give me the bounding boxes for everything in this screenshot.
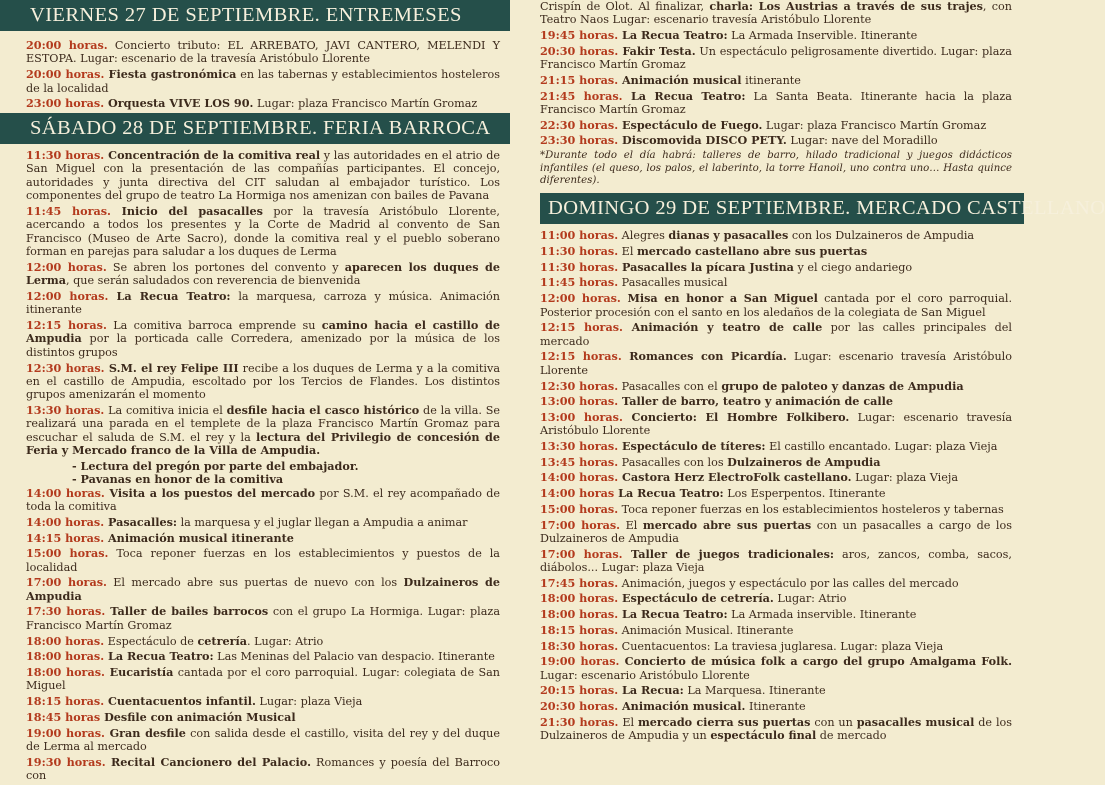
- schedule-entry: [540, 276, 1012, 289]
- schedule-entry: [26, 261, 500, 288]
- entry-text: Lugar: Atrio: [773, 592, 847, 606]
- entry-text: La Santa Beata. Itinerante hacia la plaza Francisco Martín Gromaz: [540, 89, 1012, 117]
- schedule-entry: [540, 440, 1012, 453]
- entry-text: Se abren los portones del convento y: [106, 260, 345, 274]
- entry-time: 11:30 horas.: [540, 244, 619, 259]
- schedule-entry: [540, 487, 1012, 500]
- entry-time: 12:30 horas.: [540, 378, 619, 393]
- schedule-entry: [26, 727, 500, 754]
- entry-text: El mercado abre sus puertas de nuevo con los: [106, 576, 404, 590]
- entry-highlight: Animación musical: [618, 72, 742, 87]
- schedule-entry: [540, 0, 1012, 27]
- sunday-banner: DOMINGO 29 DE SEPTIEMBRE. MERCADO CASTELLANO: [540, 193, 1024, 224]
- entry-time: 21:15 horas.: [540, 72, 619, 87]
- schedule-entry: [540, 90, 1012, 117]
- entry-text: Los Esperpentos. Itinerante: [723, 487, 886, 501]
- entry-text: aros, zancos, comba, sacos, diábolos... Lugar: plaza Vieja: [540, 547, 1012, 575]
- saturday-note: *Durante todo el día habrá: talleres de barro, hilado tradicional y juegos didácticos infantiles (el queso, los palos, el laberinto, la torre Hanoil, uno contra uno… Hasta quince diferentes).: [540, 150, 1012, 186]
- entry-text: la marquesa, carroza y música. Animación itinerante: [26, 289, 500, 317]
- entry-text: por S.M. el rey acompañado de toda la comitiva: [26, 486, 500, 514]
- schedule-entry: [26, 547, 500, 574]
- schedule-entry: [26, 711, 500, 724]
- entry-highlight: La Recua Teatro:: [622, 88, 746, 103]
- entry-time: 21:30 horas.: [540, 714, 619, 729]
- entry-time: 18:00 horas.: [26, 649, 105, 664]
- schedule-entry: [26, 605, 500, 632]
- entry-time: 18:00 horas.: [26, 665, 105, 679]
- entry-highlight: mercado castellano abre sus puertas: [636, 244, 868, 259]
- schedule-entry: [540, 640, 1012, 653]
- entry-text: Toca reponer fuerzas en los establecimientos hosteleros y tabernas: [618, 502, 1004, 516]
- friday-banner: VIERNES 27 DE SEPTIEMBRE. ENTREMESES: [0, 0, 510, 31]
- entry-time: 22:30 horas.: [540, 117, 619, 132]
- entry-text: cantada por el coro parroquial. Posterior procesión con el santo en los aledaños de la colegiata de San Miguel: [540, 292, 1012, 319]
- entry-highlight: La Recua:: [618, 683, 684, 698]
- entry-highlight: S.M. el rey Felipe III: [104, 360, 239, 375]
- entry-time: 18:45 horas: [26, 709, 101, 724]
- entry-text: y las autoridades en el atrio de San Miguel con la presentación de las compañías participantes. El concejo, autoridades y junta directiva del CIT saludan al embajador turístico. Los componentes del grupo de teatro La Hormiga nos amenizan con bailes de Pavana: [26, 148, 500, 203]
- entry-highlight: Recital Cancionero del Palacio.: [105, 754, 311, 769]
- entry-text: la marquesa y el juglar llegan a Ampudia a animar: [177, 515, 468, 529]
- entry-text: por la porticada calle Corredera, amenizado por la música de los distintos grupos: [26, 332, 500, 359]
- entry-text: Lugar: escenario travesía Aristóbulo Llorente: [540, 350, 1012, 377]
- entry-time: 18:15 horas.: [26, 694, 105, 709]
- entry-time: 17:00 horas.: [540, 546, 623, 561]
- schedule-entry: [540, 592, 1012, 605]
- entry-time: 17:45 horas.: [540, 575, 619, 590]
- schedule-subitem: [26, 460, 500, 473]
- schedule-entry: [26, 487, 500, 514]
- schedule-entry: [540, 456, 1012, 469]
- entry-text: Romances y poesía del Barroco con: [26, 755, 500, 783]
- entry-text: La Marquesa. Itinerante: [683, 684, 826, 698]
- schedule-entry: [26, 39, 500, 66]
- entry-subline: - Lectura del pregón por parte del embajador.: [72, 458, 359, 473]
- entry-text: por la travesía Aristóbulo Llorente, acercando a todos los presentes y la Corte de Madrid al convento de San Francisco (Museo de Arte Sacro), donde la comitiva real y el pueblo soberano forman en parejas para saludar a los duques de Lerma: [26, 204, 500, 259]
- entry-highlight: Concierto de música folk a cargo del grupo Amalgama Folk.: [619, 654, 1012, 669]
- entry-text: Toca reponer fuerzas en los establecimientos y puestos de la localidad: [26, 547, 500, 574]
- entry-time: 21:45 horas.: [540, 88, 623, 103]
- entry-highlight: Concierto: El Hombre Folkibero.: [622, 409, 850, 424]
- entry-highlight: La Recua Teatro:: [614, 486, 724, 501]
- schedule-entry: [540, 119, 1012, 132]
- entry-highlight: Cuentacuentos infantil.: [104, 694, 256, 709]
- entry-time: 20:00 horas.: [26, 67, 105, 82]
- entry-text: Animación, juegos y espectáculo por las calles del mercado: [618, 576, 959, 590]
- entry-highlight: Desfile con animación Musical: [100, 709, 296, 724]
- schedule-entry: [26, 362, 500, 402]
- entry-time: 13:30 horas.: [26, 403, 105, 418]
- saturday-banner: SÁBADO 28 DE SEPTIEMBRE. FERIA BARROCA: [0, 113, 510, 144]
- entry-highlight: Romances con Picardía.: [621, 349, 787, 364]
- schedule-entry: [26, 576, 500, 603]
- entry-highlight: mercado cierra sus puertas: [637, 714, 811, 729]
- entry-highlight: Eucaristía: [104, 665, 174, 679]
- entry-highlight: Espectáculo de títeres:: [618, 439, 766, 454]
- entry-highlight: Castora Herz ElectroFolk castellano.: [618, 470, 852, 485]
- entry-time: 18:15 horas.: [540, 622, 619, 637]
- entry-time: 13:45 horas.: [540, 454, 619, 469]
- entry-time: 18:00 horas.: [540, 591, 619, 606]
- entry-highlight: Animación musical itinerante: [104, 530, 294, 545]
- entry-highlight: Concentración de la comitiva real: [104, 147, 321, 162]
- entry-time: 17:30 horas.: [26, 604, 106, 619]
- entry-highlight: La Recua Teatro:: [104, 649, 214, 664]
- schedule-entry: [540, 45, 1012, 72]
- entry-highlight: La Recua Teatro:: [108, 288, 231, 303]
- entry-highlight: La Recua Teatro:: [618, 607, 728, 622]
- entry-text: Lugar: plaza Vieja: [255, 695, 363, 709]
- entry-time: 12:00 horas.: [26, 288, 109, 303]
- entry-text: Lugar: escenario travesía Aristóbulo Llorente: [540, 410, 1012, 438]
- entry-highlight: pasacalles musical: [856, 714, 975, 729]
- entry-text: La Armada Inservible. Itinerante: [727, 29, 918, 43]
- schedule-entry: [540, 624, 1012, 637]
- entry-time: 12:15 horas.: [26, 317, 107, 332]
- schedule-entry: [26, 666, 500, 693]
- left-column: [26, 0, 500, 785]
- entry-text: El: [618, 715, 638, 729]
- entry-text: Concierto tributo: EL ARREBATO, JAVI CANTERO, MELENDI Y ESTOPA. Lugar: escenario de la travesía Aristóbulo Llorente: [26, 39, 500, 66]
- schedule-entry: [26, 68, 500, 95]
- schedule-entry: [540, 577, 1012, 590]
- schedule-entry: [26, 290, 500, 317]
- entry-text: Lugar: plaza Francisco Martín Gromaz: [253, 97, 478, 111]
- schedule-entry: [540, 608, 1012, 621]
- entry-text: Las Meninas del Palacio van despacio. Itinerante: [213, 650, 495, 664]
- schedule-entry: [26, 97, 500, 110]
- entry-time: 23:30 horas.: [540, 133, 619, 148]
- entry-highlight: Fakir Testa.: [618, 43, 696, 58]
- schedule-subitem: [26, 473, 500, 486]
- entry-time: 11:45 horas.: [540, 275, 619, 290]
- entry-time: 12:15 horas.: [540, 349, 622, 364]
- entry-text: Crispín de Olot. Al finalizar,: [540, 0, 710, 13]
- entry-text: , con Teatro Naos Lugar: escenario travesía Aristóbulo Llorente: [540, 0, 1012, 27]
- entry-text: Lugar: plaza Francisco Martín Gromaz: [762, 118, 987, 132]
- schedule-entry: [540, 229, 1012, 242]
- entry-highlight: Taller de juegos tradicionales:: [622, 546, 834, 561]
- entry-time: 17:00 horas.: [26, 575, 107, 590]
- entry-time: 14:15 horas.: [26, 530, 105, 545]
- entry-highlight: Animación musical.: [618, 699, 746, 714]
- schedule-entry: [540, 700, 1012, 713]
- entry-time: 19:00 horas.: [540, 654, 620, 669]
- entry-time: 11:30 horas.: [26, 147, 105, 162]
- entry-highlight: dianas y pasacalles: [668, 228, 789, 243]
- entry-text: La comitiva inicia el: [104, 404, 227, 418]
- entry-text: El castillo encantado. Lugar: plaza Vieja: [765, 440, 998, 454]
- entry-text: Cuentacuentos: La traviesa juglaresa. Lugar: plaza Vieja: [618, 639, 944, 653]
- entry-time: 13:30 horas.: [540, 439, 619, 454]
- entry-highlight: Orquesta VIVE LOS 90.: [104, 96, 254, 111]
- schedule-entry: [26, 205, 500, 259]
- entry-text: con un: [810, 715, 857, 729]
- entry-time: 12:15 horas.: [540, 320, 623, 335]
- schedule-entry: [26, 516, 500, 529]
- schedule-entry: [540, 134, 1012, 147]
- entry-text: , que serán saludados con reverencia de bienvenida: [65, 274, 361, 288]
- entry-time: 18:30 horas.: [540, 638, 619, 653]
- entry-time: 14:00 horas.: [540, 470, 619, 485]
- entry-text: La Armada inservible. Itinerante: [727, 608, 917, 622]
- entry-highlight: Visita a los puestos del mercado: [104, 485, 316, 500]
- entry-highlight: desfile hacia el casco histórico: [226, 403, 420, 418]
- entry-text: de la villa. Se realizará una parada en el templete de la plaza Francisco Martín Gromaz para escuchar el saluda de S.M. el rey y la: [26, 404, 500, 444]
- entry-time: 23:00 horas.: [26, 96, 105, 111]
- entry-time: 20:30 horas.: [540, 699, 619, 714]
- entry-highlight: Pasacalles:: [104, 514, 178, 529]
- schedule-entry: [540, 380, 1012, 393]
- schedule-entry: [26, 756, 500, 783]
- entry-highlight: Taller de barro, teatro y animación de calle: [618, 394, 893, 409]
- schedule-entry: [26, 404, 500, 458]
- entry-time: 14:00 horas.: [26, 514, 105, 529]
- entry-highlight: charla: Los Austrias a través de sus trajes: [709, 0, 983, 13]
- entry-text: El: [618, 245, 637, 259]
- schedule-entry: [540, 29, 1012, 42]
- entry-text: con el grupo La Hormiga. Lugar: plaza Francisco Martín Gromaz: [26, 605, 500, 632]
- entry-time: 13:00 horas.: [540, 394, 619, 409]
- schedule-entry: [540, 411, 1012, 438]
- entry-highlight: camino hacia el castillo de Ampudia: [26, 317, 500, 346]
- entry-text: por las calles principales del mercado: [540, 321, 1012, 348]
- schedule-entry: [26, 532, 500, 545]
- entry-time: 19:00 horas.: [26, 725, 105, 740]
- schedule-entry: [540, 261, 1012, 274]
- entry-highlight: mercado abre sus puertas: [642, 517, 812, 532]
- entry-text: . Lugar: Atrio: [246, 634, 324, 648]
- entry-highlight: Misa en honor a San Miguel: [620, 291, 818, 306]
- entry-text: y el ciego andariego: [793, 260, 913, 274]
- entry-text: de los Dulzaineros de Ampudia y un: [540, 715, 1012, 743]
- entry-text: Animación Musical. Itinerante: [618, 623, 794, 637]
- entry-highlight: Dulzaineros de Ampudia: [26, 575, 500, 603]
- entry-text: cantada por el coro parroquial. Lugar: colegiata de San Miguel: [26, 666, 500, 693]
- entry-subline: - Pavanas en honor de la comitiva: [72, 472, 284, 487]
- entry-highlight: Gran desfile: [104, 725, 186, 740]
- entry-time: 20:00 horas.: [26, 38, 108, 52]
- entry-time: 19:30 horas.: [26, 754, 106, 769]
- entry-highlight: lectura del Privilegio de concesión de Feria y Mercado franco de la Villa de Ampudia.: [26, 429, 500, 458]
- friday-schedule: [26, 31, 500, 111]
- saturday-schedule-continued: [540, 0, 1012, 148]
- entry-highlight: Taller de bailes barrocos: [105, 604, 269, 619]
- entry-text: Alegres: [618, 229, 669, 243]
- entry-time: 13:00 horas.: [540, 409, 623, 424]
- schedule-entry: [26, 635, 500, 648]
- entry-time: 20:15 horas.: [540, 683, 619, 698]
- entry-highlight: Animación y teatro de calle: [622, 320, 823, 335]
- entry-text: con salida desde el castillo, visita del rey y del duque de Lerma al mercado: [26, 726, 500, 753]
- entry-text: Lugar: nave del Moradillo: [786, 134, 938, 148]
- entry-text: Itinerante: [745, 700, 806, 714]
- schedule-entry: [540, 74, 1012, 87]
- entry-time: 12:30 horas.: [26, 360, 105, 375]
- entry-text: Pasacalles con los: [618, 455, 728, 469]
- entry-highlight: espectáculo final: [710, 728, 817, 743]
- schedule-entry: [26, 319, 500, 359]
- entry-time: 17:00 horas.: [540, 517, 621, 532]
- entry-highlight: Espectáculo de cetrería.: [618, 591, 774, 606]
- entry-text: Pasacalles con el: [618, 379, 722, 393]
- entry-text: con los Dulzaineros de Ampudia: [788, 229, 975, 243]
- entry-highlight: grupo de paloteo y danzas de Ampudia: [721, 378, 964, 393]
- entry-time: 18:00 horas.: [26, 633, 105, 648]
- schedule-entry: [540, 684, 1012, 697]
- schedule-entry: [540, 245, 1012, 258]
- entry-highlight: cetrería: [197, 633, 247, 648]
- entry-highlight: Discomovida DISCO PETY.: [618, 133, 787, 148]
- entry-time: 14:00 horas: [540, 486, 615, 501]
- entry-text: Espectáculo de: [104, 634, 198, 648]
- entry-highlight: aparecen los duques de Lerma: [26, 259, 500, 288]
- schedule-entry: [540, 503, 1012, 516]
- entry-highlight: Pasacalles la pícara Justina: [618, 259, 794, 274]
- entry-text: La comitiva barroca emprende su: [106, 318, 322, 332]
- schedule-entry: [540, 292, 1012, 319]
- schedule-entry: [540, 655, 1012, 682]
- schedule-entry: [26, 695, 500, 708]
- entry-time: 15:00 horas.: [540, 501, 619, 516]
- entry-text: Pasacalles musical: [618, 276, 728, 290]
- entry-highlight: Inicio del pasacalles: [110, 203, 263, 218]
- schedule-entry: [540, 548, 1012, 575]
- entry-time: 14:00 horas.: [26, 485, 105, 500]
- entry-text: Un espectáculo peligrosamente divertido. Lugar: plaza Francisco Martín Gromaz: [540, 44, 1012, 72]
- entry-time: 19:45 horas.: [540, 28, 619, 43]
- entry-time: 15:00 horas.: [26, 546, 109, 561]
- entry-text: recibe a los duques de Lerma y a la comitiva en el castillo de Ampudia, escoltado por los Tercios de Flandes. Los distintos grupos amenizarán el momento: [26, 361, 500, 402]
- entry-time: 11:30 horas.: [540, 259, 619, 274]
- entry-highlight: Dulzaineros de Ampudia: [727, 454, 881, 469]
- entry-highlight: Espectáculo de Fuego.: [618, 117, 763, 132]
- schedule-entry: [540, 350, 1012, 377]
- entry-text: Lugar: escenario Aristóbulo Llorente: [540, 668, 750, 682]
- schedule-entry: [540, 471, 1012, 484]
- entry-time: 12:00 horas.: [26, 259, 107, 274]
- entry-text: de mercado: [816, 729, 887, 743]
- entry-highlight: Fiesta gastronómica: [104, 67, 237, 82]
- entry-time: 18:00 horas.: [540, 607, 619, 622]
- entry-time: 12:00 horas.: [540, 291, 621, 306]
- entry-text: Lugar: plaza Vieja: [851, 471, 959, 485]
- schedule-entry: [26, 149, 500, 203]
- entry-time: 20:30 horas.: [540, 43, 619, 58]
- entry-text: con un pasacalles a cargo de los Dulzaineros de Ampudia: [540, 518, 1012, 545]
- schedule-entry: [540, 519, 1012, 546]
- entry-text: itinerante: [741, 73, 801, 87]
- right-column: [540, 0, 1105, 745]
- entry-text: El: [620, 518, 643, 532]
- entry-time: 11:45 horas.: [26, 203, 111, 218]
- entry-time: 11:00 horas.: [540, 228, 619, 243]
- entry-highlight: La Recua Teatro:: [618, 28, 728, 43]
- sunday-schedule: [540, 224, 1012, 742]
- schedule-entry: [26, 650, 500, 663]
- schedule-entry: [540, 321, 1012, 348]
- schedule-entry: [540, 716, 1012, 743]
- entry-text: en las tabernas y establecimientos hosteleros de la localidad: [26, 68, 500, 95]
- saturday-schedule: [26, 144, 500, 783]
- schedule-entry: [540, 395, 1012, 408]
